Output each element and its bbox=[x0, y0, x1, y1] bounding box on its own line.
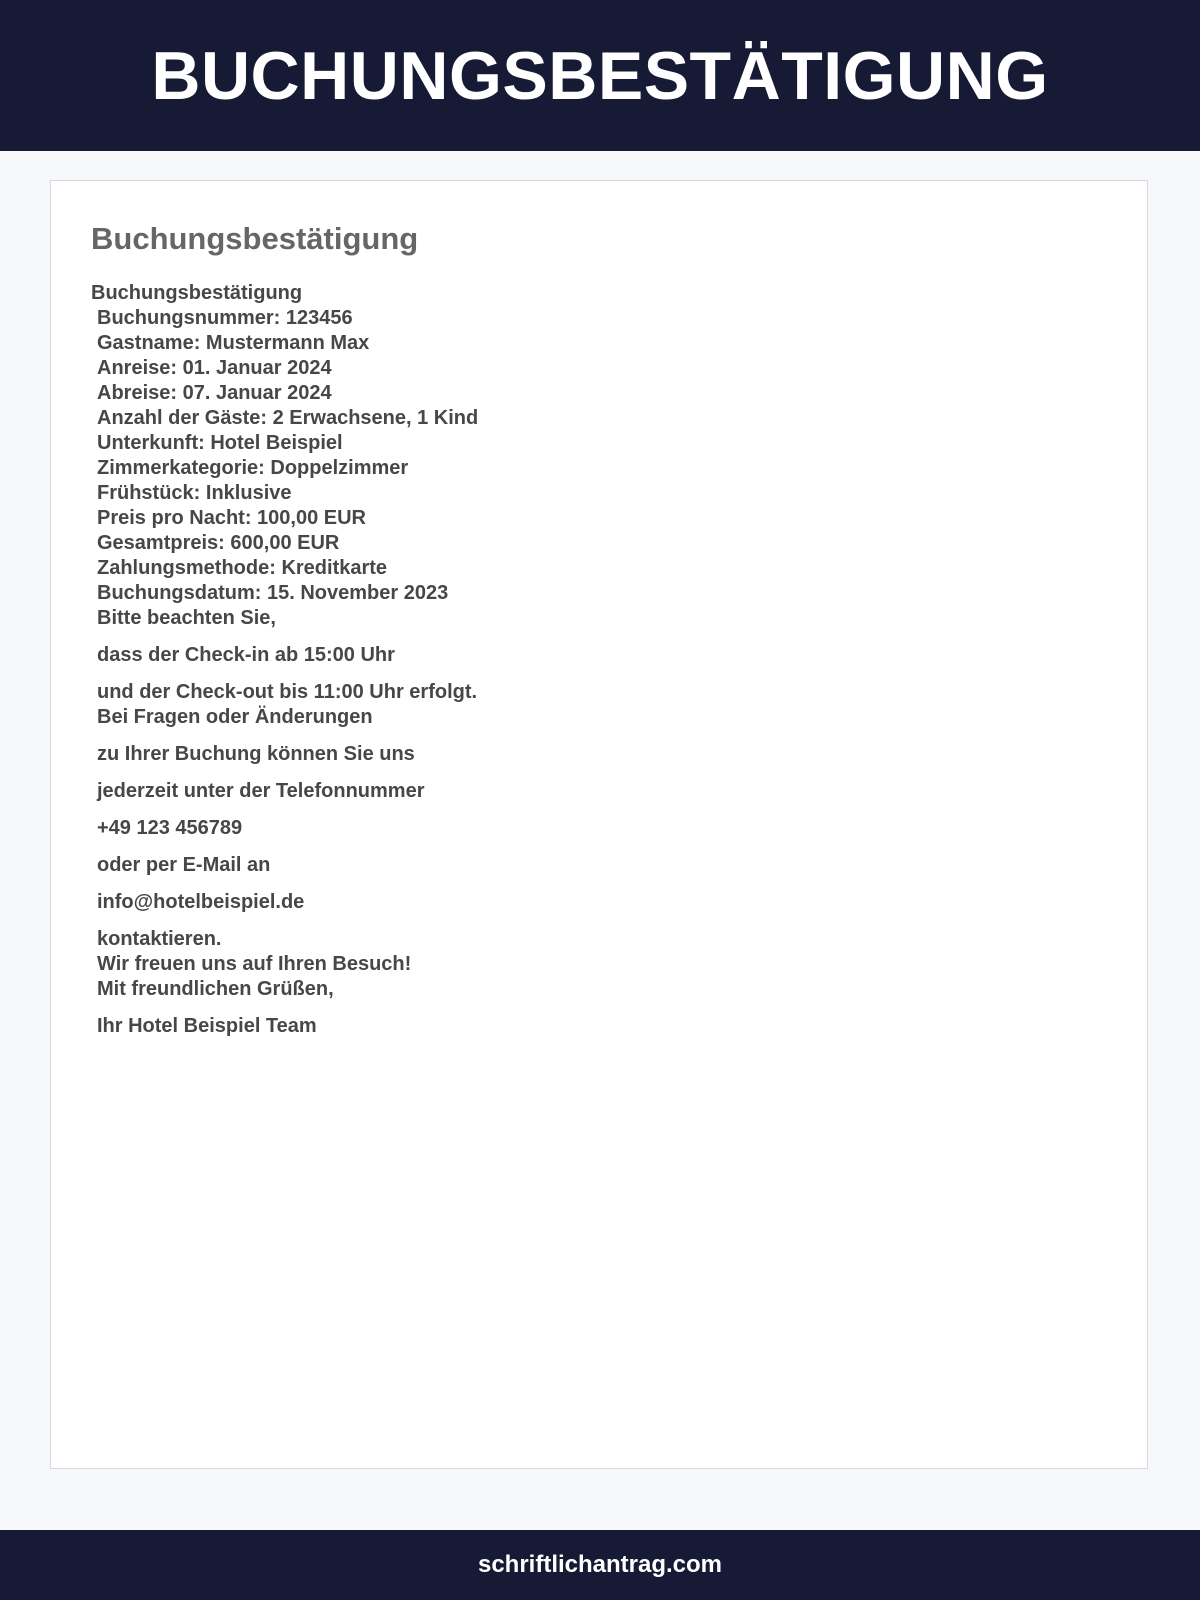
booking-number: Buchungsnummer: 123456 bbox=[97, 307, 353, 329]
departure-date: Abreise: 07. Januar 2024 bbox=[97, 382, 332, 404]
notice-line: Bitte beachten Sie, bbox=[97, 607, 276, 629]
document-body bbox=[91, 281, 478, 1039]
payment-method: Zahlungsmethode: Kreditkarte bbox=[97, 557, 388, 579]
booking-date: Buchungsdatum: 15. November 2023 bbox=[97, 582, 449, 604]
questions-line: Bei Fragen oder Änderungen bbox=[97, 706, 373, 728]
arrival-date: Anreise: 01. Januar 2024 bbox=[97, 357, 332, 379]
email-intro-line: oder per E-Mail an bbox=[97, 854, 271, 876]
greeting-line: Mit freundlichen Grüßen, bbox=[97, 978, 334, 1000]
total-price: Gesamtpreis: 600,00 EUR bbox=[97, 532, 340, 554]
footer-site-name: schriftlichantrag.com bbox=[477, 1551, 723, 1578]
document-card bbox=[50, 180, 1148, 1469]
contact-end-line: kontaktieren. bbox=[97, 928, 222, 950]
room-category: Zimmerkategorie: Doppelzimmer bbox=[97, 457, 409, 479]
page-header bbox=[0, 0, 1200, 151]
breakfast: Frühstück: Inklusive bbox=[97, 482, 292, 504]
closing-wish: Wir freuen uns auf Ihren Besuch! bbox=[97, 953, 412, 975]
guest-count: Anzahl der Gäste: 2 Erwachsene, 1 Kind bbox=[97, 407, 479, 429]
body-heading: Buchungsbestätigung bbox=[91, 282, 303, 304]
email-address: info@hotelbeispiel.de bbox=[97, 891, 305, 913]
price-per-night: Preis pro Nacht: 100,00 EUR bbox=[97, 507, 366, 529]
header-title: BUCHUNGSBESTÄTIGUNG bbox=[151, 37, 1049, 114]
checkin-line: dass der Check-in ab 15:00 Uhr bbox=[97, 644, 395, 666]
signature-line: Ihr Hotel Beispiel Team bbox=[97, 1015, 317, 1037]
guest-name: Gastname: Mustermann Max bbox=[97, 332, 370, 354]
contact-line: zu Ihrer Buchung können Sie uns bbox=[97, 743, 415, 765]
phone-number: +49 123 456789 bbox=[97, 817, 243, 839]
phone-intro-line: jederzeit unter der Telefonnummer bbox=[97, 780, 425, 802]
checkout-line: und der Check-out bis 11:00 Uhr erfolgt. bbox=[97, 681, 478, 703]
page-footer bbox=[0, 1530, 1200, 1600]
document-title: Buchungsbestätigung bbox=[91, 221, 419, 256]
accommodation: Unterkunft: Hotel Beispiel bbox=[97, 432, 343, 454]
